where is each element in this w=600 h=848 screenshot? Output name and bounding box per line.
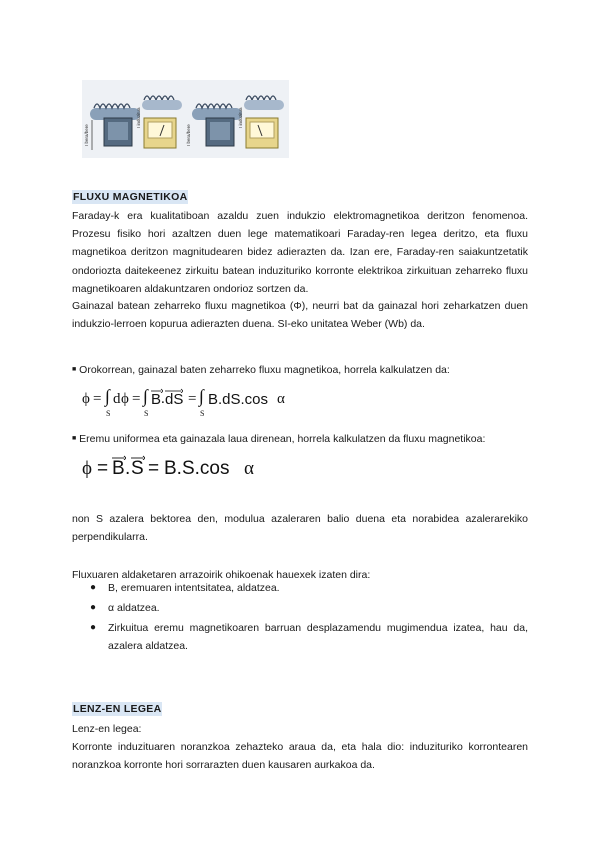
note-bullet-icon: ■ xyxy=(72,435,77,442)
note-bullet-icon: ■ xyxy=(72,366,77,373)
left-label-2: I induzitua xyxy=(136,107,141,128)
list-item: ● B, eremuaren intentsitatea, aldatzea. xyxy=(90,579,528,597)
note-uniform-field xyxy=(72,432,485,446)
induction-illustration xyxy=(82,80,289,158)
paragraph-flux-definition: Gainazal batean zeharreko fluxu magnetikoa (Φ), neurri bat da gainazal hori zeharkatzen duen indukzio-lerroen kopurua adierazten duena. SI-eko unitatea Weber (Wb) da. xyxy=(72,300,528,331)
note-uniform-field-text: Eremu uniformea eta gainazala laua direnean, horrela kalkulatzen da fluxu magnetikoa: xyxy=(79,433,486,445)
list-item: ● Zirkuitua eremu magnetikoaren barruan desplazamendu mugimendua izatea, hau da, azalera aldatzea. xyxy=(90,619,528,655)
vector-arrow-icon xyxy=(165,388,183,393)
paragraph-vector-area: non S azalera bektorea den, modulua azaleraren balio duena eta norabidea azalerarekiko perpendikularra. xyxy=(72,513,528,544)
right-label-2: I induzitua xyxy=(238,107,243,128)
list-intro: Fluxuaren aldaketaren arrazoirik ohikoenak hauexek izaten dira: xyxy=(72,569,371,581)
heading-lenz-legea: LENZ-EN LEGEA xyxy=(73,703,162,715)
paragraph-lenz: Korronte induzituaren noranzkoa zehazteko araua da, eta hala dio: induzituriko korrontearen noranzkoa korronte hori sorrarazten duen kausaren aurkakoa da. xyxy=(72,741,528,772)
bullet-dot-icon: ● xyxy=(90,582,97,593)
bullet-dot-icon: ● xyxy=(90,622,97,633)
right-label-1: I bera/bere xyxy=(186,124,191,146)
left-setup xyxy=(84,96,182,150)
formula-uniform-flux: ϕ = B . S = B.S.cos α xyxy=(82,455,342,483)
list-item: ● α aldatzea. xyxy=(90,599,528,617)
lenz-intro: Lenz-en legea: xyxy=(72,723,142,735)
induction-figure xyxy=(82,80,289,158)
right-setup xyxy=(186,96,284,148)
causes-list xyxy=(90,579,528,657)
paragraph-faraday: Faraday-k era kualitatiboan azaldu zuen indukzio elektromagnetikoa deritzon fenomenoa. Prozesu fisiko hori azaltzen duen lege matematikoari Faraday-ren legea deritzo, eta fluxu magnetikoa deritzon magnitudearen bidez adierazten da. Izan ere, Faraday-ren saiakuntzetatik ondorioztа daitekeenez zirkuitu batean induzituriko korronte elektrikoa zirkuituan zeharreko fluxu magnetikoaren aldakuntzaren ondorioz sortzen da. xyxy=(72,210,528,295)
note-general-flux xyxy=(72,363,450,377)
vector-arrow-icon xyxy=(131,455,145,460)
note-general-flux-text: Orokorrean, gainazal baten zeharreko fluxu magnetikoa, horrela kalkulatzen da: xyxy=(79,364,450,376)
bullet-dot-icon: ● xyxy=(90,602,97,613)
heading-fluxu-magnetikoa: FLUXU MAGNETIKOA xyxy=(73,191,188,203)
vector-arrow-icon xyxy=(112,455,126,460)
formula-general-flux: ϕ = ∫ S d ϕ = ∫ S B . dS = ∫ S B.dS.cos α xyxy=(82,386,285,418)
left-label-1: I bera/bere xyxy=(84,124,89,146)
